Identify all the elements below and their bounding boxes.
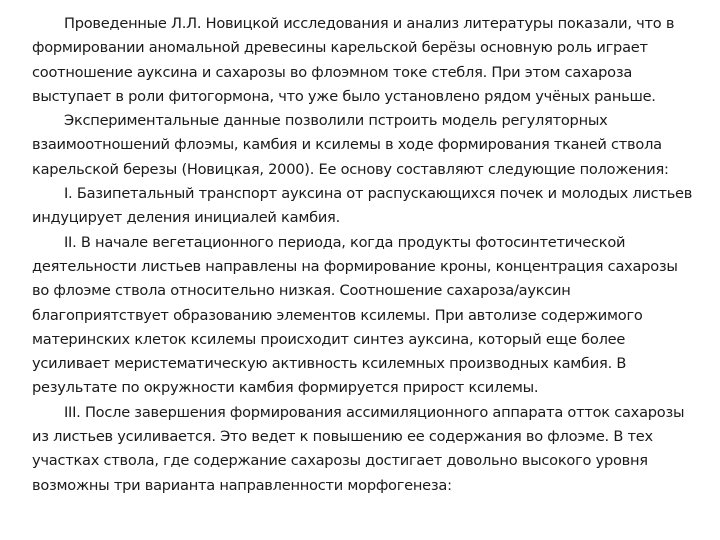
paragraph-point-2: II. В начале вегетационного периода, когда продукты фотосинтетической деятельности листьев направлены на формирование кроны, концентрация сахарозы во флоэме ствола относительно низкая. Соотношение сахароза/ауксин благоприятствует образованию элементов ксилемы. При автолизе содержимого материнских клеток ксилемы происходит синтез ауксина, который еще более усиливает меристематическую активность ксилемных производных камбия. В результате по окружности камбия формируется прирост ксилемы. [32,233,678,397]
paragraph-intro: Проведенные Л.Л. Новицкой исследования и анализ литературы показали, что в формировании аномальной древесины карельской берёзы основную роль играет соотношение ауксина и сахарозы во флоэмном токе стебля. При этом сахароза выступает в роли фитогормона, что уже было установлено рядом учёных раньше. [32,15,675,105]
paragraph-point-1: I. Базипетальный транспорт ауксина от распускающихся почек и молодых листьев индуцирует деления инициалей камбия. [32,185,693,227]
document-body [32,12,694,498]
paragraph-point-3: III. После завершения формирования ассимиляционного аппарата отток сахарозы из листьев усиливается. Это ведет к повышению ее содержания во флоэме. В тех участках ствола, где содержание сахарозы достигает довольно высокого уровня возможны три варианта направленности морфогенеза: [32,403,685,494]
paragraph-model: Экспериментальные данные позволили пстроить модель регуляторных взаимоотношений флоэмы, камбия и ксилемы в ходе формирования тканей ствола карельской березы (Новицкая, 2000). Ее основу составляют следующие положения: [32,112,669,178]
